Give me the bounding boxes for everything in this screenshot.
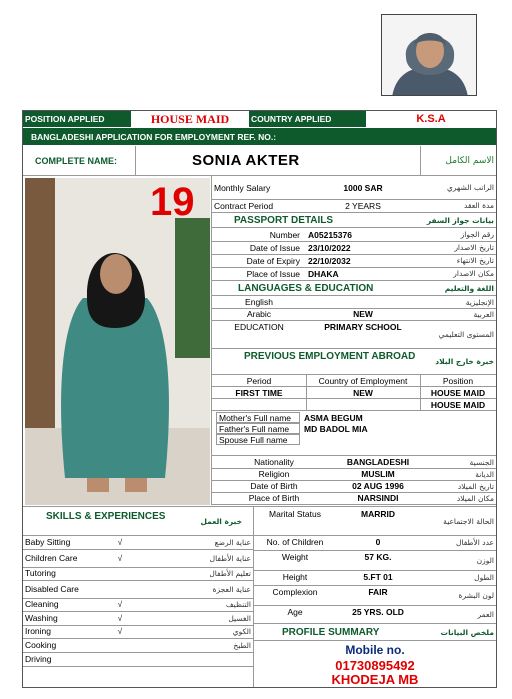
profile-title: PROFILE SUMMARY	[282, 626, 380, 638]
skill-arabic: تعليم الأطفال	[209, 569, 251, 578]
country-value: K.S.A	[416, 113, 446, 125]
skill-label: Disabled Care	[25, 583, 79, 594]
physical-row-arabic: الطول	[474, 573, 494, 582]
skill-label: Cooking	[25, 639, 57, 650]
skill-arabic: عناية الأطفال	[209, 553, 251, 563]
skill-arabic: التنظيف	[225, 600, 251, 609]
physical-row-label: Complexion	[272, 587, 318, 597]
passport-row-label: Date of Issue	[249, 242, 300, 253]
spouse-name-label: Spouse Full name	[216, 434, 300, 445]
languages-title-arabic: اللغة والتعليم	[444, 283, 494, 293]
education-value: PRIMARY SCHOOL	[324, 322, 402, 332]
language-english-arabic: الإنجليزية	[465, 297, 494, 307]
skill-arabic	[155, 652, 253, 666]
form-title: BANGLADESHI APPLICATION FOR EMPLOYMENT REF. NO.:	[23, 128, 496, 145]
physical-row-label: Weight	[281, 552, 309, 562]
language-arabic-arabic: العربية	[473, 309, 494, 319]
contract-arabic: مدة العقد	[464, 201, 494, 210]
skills-title-arabic: خبرة العمل	[200, 516, 242, 526]
passport-title-arabic: بيانات جواز السفر	[426, 215, 494, 225]
skill-arabic: عناية الرضع	[214, 538, 251, 547]
employment-row2-position: HOUSE MAID	[430, 399, 486, 410]
employment-title-arabic: خبرة خارج البلاد	[435, 356, 494, 366]
position-applied-label: POSITION APPLIED	[23, 111, 131, 127]
complete-name-label: COMPLETE NAME:	[35, 155, 117, 166]
passport-row-value: 23/10/2022	[308, 242, 351, 253]
skill-arabic: الكوي	[232, 627, 251, 636]
physical-row-label: Height	[282, 572, 308, 582]
passport-row-arabic: مكان الاصدار	[453, 269, 494, 278]
employment-row1-country: NEW	[353, 387, 373, 398]
skill-arabic: عناية العجزة	[212, 584, 251, 594]
passport-photo	[381, 14, 477, 96]
language-arabic-value: NEW	[353, 309, 373, 319]
complete-name-arabic: الاسم الكامل	[445, 155, 494, 166]
personal-row-arabic: الجنسية	[469, 457, 494, 467]
skill-label: Baby Sitting	[25, 537, 71, 547]
skill-label: Ironing	[25, 626, 51, 636]
father-name-value: MD BADOL MIA	[304, 423, 368, 434]
mobile-number: 01730895492	[335, 658, 415, 673]
passport-row-value: A05215376	[308, 229, 352, 240]
personal-row-value: 02 AUG 1996	[352, 481, 404, 491]
passport-row-label: Place of Issue	[246, 268, 300, 279]
skill-check: √	[117, 627, 123, 636]
mother-name-value: ASMA BEGUM	[304, 412, 363, 423]
skill-label: Tutoring	[25, 568, 56, 578]
personal-row-value: MUSLIM	[361, 469, 395, 479]
physical-row-value: MARRID	[361, 509, 395, 519]
physical-row-arabic: العمر	[477, 609, 494, 619]
physical-row-arabic: لون البشرة	[458, 590, 494, 600]
employment-header-period: Period	[246, 375, 272, 386]
personal-row-arabic: تاريخ الميلاد	[457, 481, 494, 491]
full-body-photo	[25, 178, 210, 505]
employment-row1-period: FIRST TIME	[235, 387, 283, 398]
physical-row-value: FAIR	[368, 587, 388, 597]
father-name-label: Father's Full name	[216, 423, 300, 434]
physical-row-value: 25 YRS. OLD	[352, 607, 404, 617]
employment-header-position: Position	[442, 375, 474, 386]
physical-row-label: Age	[287, 607, 303, 617]
skill-check	[85, 580, 155, 598]
education-arabic: المستوى التعليمي	[438, 329, 494, 339]
passport-row-arabic: تاريخ الانتهاء	[456, 256, 494, 265]
languages-title: LANGUAGES & EDUCATION	[238, 282, 374, 294]
personal-row-arabic: مكان الميلاد	[456, 493, 494, 503]
skill-check	[85, 638, 155, 652]
personal-row-value: BANGLADESHI	[346, 457, 410, 467]
employment-header-country: Country of Employment	[318, 375, 408, 386]
skill-label: Cleaning	[25, 599, 59, 609]
personal-row-label: Date of Birth	[250, 481, 298, 491]
skills-title: SKILLS & EXPERIENCES	[46, 510, 166, 522]
position-value: HOUSE MAID	[150, 111, 230, 126]
skill-label: Driving	[25, 653, 52, 664]
applicant-number: 19	[150, 180, 195, 224]
language-english-value	[306, 296, 420, 308]
physical-row-arabic: عدد الأطفال	[456, 538, 494, 547]
physical-row-value: 5.FT 01	[363, 572, 393, 582]
contact-name: KHODEJA MB	[331, 672, 419, 687]
contract-value: 2 YEARS	[345, 200, 381, 211]
skill-arabic: الغسيل	[228, 613, 251, 623]
personal-row-label: Religion	[258, 469, 290, 479]
salary-label: Monthly Salary	[214, 182, 271, 193]
passport-row-label: Number	[269, 229, 300, 240]
profile-title-arabic: ملخص البيانات	[440, 627, 494, 637]
education-label: EDUCATION	[234, 322, 284, 332]
language-arabic-label: Arabic	[246, 309, 272, 319]
passport-row-value: 22/10/2032	[308, 255, 351, 266]
physical-row-label: Marital Status	[269, 509, 321, 519]
country-applied-label: COUNTRY APPLIED	[249, 111, 366, 127]
skill-arabic: الطبخ	[233, 640, 251, 650]
passport-row-label: Date of Expiry	[246, 255, 300, 266]
physical-row-label: No. of Children	[266, 537, 324, 547]
skill-label: Children Care	[25, 552, 78, 563]
passport-row-arabic: تاريخ الاصدار	[454, 243, 494, 252]
physical-row-arabic: الوزن	[476, 555, 494, 565]
skill-check: √	[117, 613, 123, 623]
physical-row-arabic: الحالة الاجتماعية	[443, 516, 494, 526]
personal-row-label: Place of Birth	[248, 493, 300, 503]
personal-row-label: Nationality	[254, 457, 294, 467]
mobile-label: Mobile no.	[345, 643, 405, 657]
personal-row-arabic: الديانة	[475, 469, 494, 479]
spouse-name-value	[302, 434, 422, 445]
salary-value: 1000 SAR	[343, 182, 383, 193]
physical-row-value: 57 KG.	[364, 552, 392, 562]
contract-label: Contract Period	[214, 200, 274, 211]
salary-arabic: الراتب الشهري	[447, 183, 494, 192]
physical-row-value: 0	[375, 537, 381, 547]
skill-label: Washing	[25, 612, 58, 623]
passport-title: PASSPORT DETAILS	[234, 214, 334, 226]
personal-row-value: NARSINDI	[357, 493, 399, 503]
passport-row-arabic: رقم الجواز	[460, 230, 494, 239]
employment-title: PREVIOUS EMPLOYMENT ABROAD	[244, 350, 416, 362]
complete-name-value: SONIA AKTER	[192, 152, 300, 169]
employment-row1-position: HOUSE MAID	[430, 387, 486, 398]
skill-check	[85, 652, 155, 666]
skill-check: √	[117, 553, 123, 563]
skill-check: √	[117, 538, 123, 547]
skill-check: √	[117, 600, 123, 609]
skill-check	[85, 567, 155, 580]
mother-name-label: Mother's Full name	[216, 412, 300, 423]
passport-row-value: DHAKA	[308, 268, 339, 279]
language-english-label: English	[245, 297, 273, 307]
